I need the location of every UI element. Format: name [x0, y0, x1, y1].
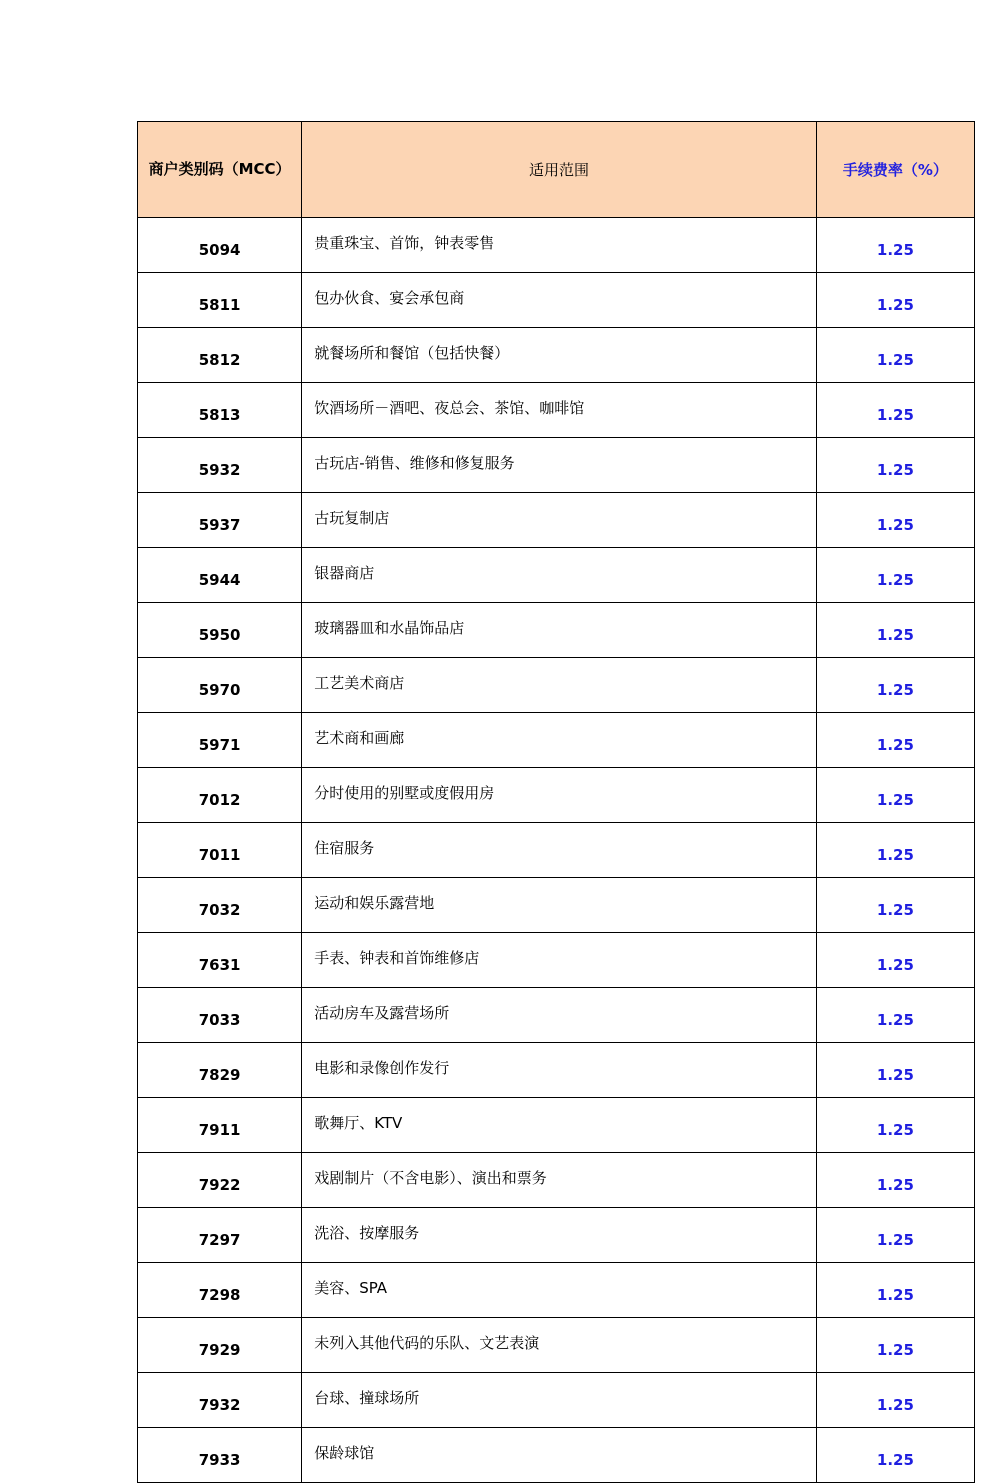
mcc-fee-table: [137, 121, 975, 1483]
rate-cell: 1.25: [816, 548, 974, 603]
table-row: [138, 273, 975, 328]
header-mcc: 商户类别码（MCC）: [138, 122, 302, 218]
scope-cell: 手表、钟表和首饰维修店: [302, 933, 817, 988]
mcc-cell: 7298: [138, 1263, 302, 1318]
table-row: [138, 1263, 975, 1318]
mcc-cell: 7631: [138, 933, 302, 988]
scope-cell: 玻璃器皿和水晶饰品店: [302, 603, 817, 658]
rate-cell: 1.25: [816, 1153, 974, 1208]
table-row: [138, 933, 975, 988]
scope-cell: 洗浴、按摩服务: [302, 1208, 817, 1263]
mcc-cell: 5932: [138, 438, 302, 493]
scope-cell: 未列入其他代码的乐队、文艺表演: [302, 1318, 817, 1373]
table-row: [138, 713, 975, 768]
mcc-cell: 5813: [138, 383, 302, 438]
table-row: [138, 878, 975, 933]
table-row: [138, 1318, 975, 1373]
mcc-cell: 5944: [138, 548, 302, 603]
scope-cell: 银器商店: [302, 548, 817, 603]
rate-cell: 1.25: [816, 878, 974, 933]
mcc-cell: 7297: [138, 1208, 302, 1263]
table-row: [138, 328, 975, 383]
mcc-cell: 5937: [138, 493, 302, 548]
rate-cell: 1.25: [816, 823, 974, 878]
rate-cell: 1.25: [816, 988, 974, 1043]
scope-cell: 古玩店-销售、维修和修复服务: [302, 438, 817, 493]
rate-cell: 1.25: [816, 438, 974, 493]
table-row: [138, 493, 975, 548]
scope-cell: 歌舞厅、KTV: [302, 1098, 817, 1153]
scope-cell: 住宿服务: [302, 823, 817, 878]
scope-cell: 保龄球馆: [302, 1428, 817, 1483]
table-row: [138, 1098, 975, 1153]
rate-cell: 1.25: [816, 933, 974, 988]
table-header-row: [138, 122, 975, 218]
scope-cell: 台球、撞球场所: [302, 1373, 817, 1428]
mcc-cell: 5094: [138, 218, 302, 273]
mcc-cell: 7922: [138, 1153, 302, 1208]
scope-cell: 饮酒场所－酒吧、夜总会、茶馆、咖啡馆: [302, 383, 817, 438]
table-row: [138, 1153, 975, 1208]
mcc-cell: 5950: [138, 603, 302, 658]
rate-cell: 1.25: [816, 383, 974, 438]
table-row: [138, 548, 975, 603]
rate-cell: 1.25: [816, 1098, 974, 1153]
table-row: [138, 383, 975, 438]
mcc-cell: 5970: [138, 658, 302, 713]
table-row: [138, 768, 975, 823]
rate-cell: 1.25: [816, 1043, 974, 1098]
rate-cell: 1.25: [816, 218, 974, 273]
rate-cell: 1.25: [816, 768, 974, 823]
scope-cell: 分时使用的别墅或度假用房: [302, 768, 817, 823]
scope-cell: 运动和娱乐露营地: [302, 878, 817, 933]
table-row: [138, 603, 975, 658]
scope-cell: 包办伙食、宴会承包商: [302, 273, 817, 328]
rate-cell: 1.25: [816, 1263, 974, 1318]
mcc-cell: 7911: [138, 1098, 302, 1153]
scope-cell: 活动房车及露营场所: [302, 988, 817, 1043]
table-row: [138, 1043, 975, 1098]
scope-cell: 美容、SPA: [302, 1263, 817, 1318]
mcc-cell: 7932: [138, 1373, 302, 1428]
mcc-cell: 5971: [138, 713, 302, 768]
mcc-cell: 7012: [138, 768, 302, 823]
table-row: [138, 658, 975, 713]
table-row: [138, 1428, 975, 1483]
rate-cell: 1.25: [816, 1208, 974, 1263]
rate-cell: 1.25: [816, 328, 974, 383]
mcc-cell: 5812: [138, 328, 302, 383]
table-row: [138, 1208, 975, 1263]
mcc-cell: 5811: [138, 273, 302, 328]
scope-cell: 就餐场所和餐馆（包括快餐）: [302, 328, 817, 383]
mcc-cell: 7829: [138, 1043, 302, 1098]
scope-cell: 贵重珠宝、首饰，钟表零售: [302, 218, 817, 273]
table-row: [138, 1373, 975, 1428]
scope-cell: 古玩复制店: [302, 493, 817, 548]
header-rate: 手续费率（%）: [816, 122, 974, 218]
table-row: [138, 823, 975, 878]
rate-cell: 1.25: [816, 658, 974, 713]
scope-cell: 工艺美术商店: [302, 658, 817, 713]
mcc-cell: 7933: [138, 1428, 302, 1483]
rate-cell: 1.25: [816, 603, 974, 658]
rate-cell: 1.25: [816, 493, 974, 548]
mcc-cell: 7929: [138, 1318, 302, 1373]
mcc-cell: 7011: [138, 823, 302, 878]
rate-cell: 1.25: [816, 273, 974, 328]
mcc-cell: 7033: [138, 988, 302, 1043]
mcc-cell: 7032: [138, 878, 302, 933]
scope-cell: 电影和录像创作发行: [302, 1043, 817, 1098]
rate-cell: 1.25: [816, 1428, 974, 1483]
table-row: [138, 218, 975, 273]
table-row: [138, 438, 975, 493]
scope-cell: 戏剧制片（不含电影）、演出和票务: [302, 1153, 817, 1208]
header-scope: 适用范围: [302, 122, 817, 218]
rate-cell: 1.25: [816, 713, 974, 768]
rate-cell: 1.25: [816, 1318, 974, 1373]
table-row: [138, 988, 975, 1043]
rate-cell: 1.25: [816, 1373, 974, 1428]
scope-cell: 艺术商和画廊: [302, 713, 817, 768]
